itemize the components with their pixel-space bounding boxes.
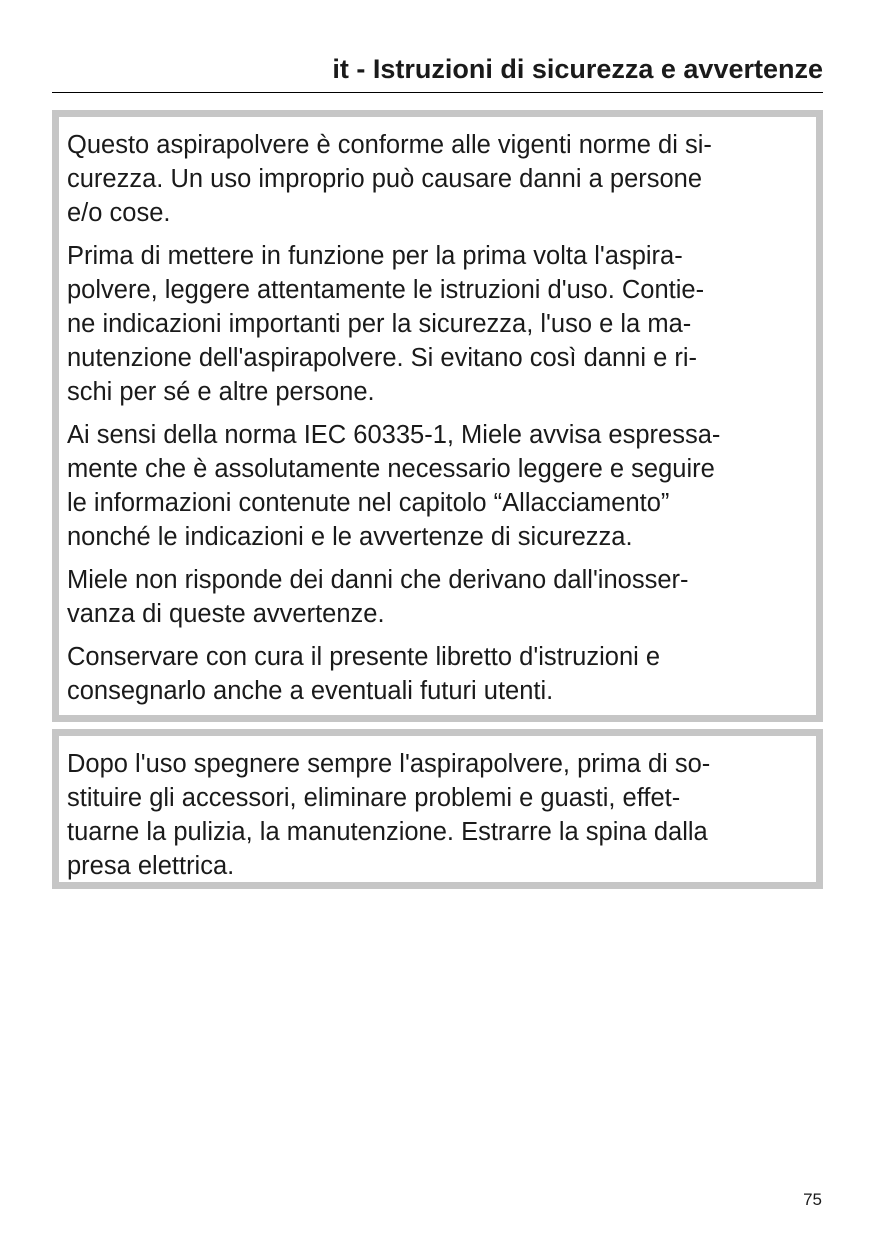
text-line: le informazioni contenute nel capitolo “Allacciamento” <box>67 489 670 517</box>
text-line: stituire gli accessori, eliminare problemi e guasti, effet- <box>67 784 681 812</box>
paragraph-liability <box>67 563 808 631</box>
text-line: nonché le indicazioni e le avvertenze di sicurezza. <box>67 523 633 551</box>
text-line: e/o cose. <box>67 199 171 227</box>
text-line: presa elettrica. <box>67 852 235 880</box>
text-line: Questo aspirapolvere è conforme alle vigenti norme di si- <box>67 131 712 159</box>
text-line: polvere, leggere attentamente le istruzioni d'uso. Contie- <box>67 276 705 304</box>
text-line: ne indicazioni importanti per la sicurezza, l'uso e la ma- <box>67 310 692 338</box>
text-line: tuarne la pulizia, la manutenzione. Estrarre la spina dalla <box>67 818 708 846</box>
switch-off-notice-box <box>52 729 823 889</box>
text-line: consegnarlo anche a eventuali futuri utenti. <box>67 677 554 705</box>
page-title: it - Istruzioni di sicurezza e avvertenze <box>332 54 823 84</box>
safety-notice-box <box>52 110 823 722</box>
text-line: schi per sé e altre persone. <box>67 378 375 406</box>
paragraph-iec-norm <box>67 418 808 554</box>
text-line: vanza di queste avvertenze. <box>67 600 385 628</box>
paragraph-switch-off <box>67 747 808 883</box>
text-line: Dopo l'uso spegnere sempre l'aspirapolvere, prima di so- <box>67 750 711 778</box>
text-line: Ai sensi della norma IEC 60335-1, Miele avvisa espressa- <box>67 421 721 449</box>
paragraph-keep-booklet <box>67 640 808 708</box>
text-line: Miele non risponde dei danni che derivano dall'inosser- <box>67 566 689 594</box>
page-number: 75 <box>803 1190 822 1209</box>
text-line: Conservare con cura il presente libretto d'istruzioni e <box>67 643 661 671</box>
text-line: nutenzione dell'aspirapolvere. Si evitano così danni e ri- <box>67 344 697 372</box>
paragraph-conformity <box>67 128 808 230</box>
text-line: mente che è assolutamente necessario leggere e seguire <box>67 455 715 483</box>
text-line: curezza. Un uso improprio può causare danni a persone <box>67 165 703 193</box>
paragraph-read-instructions <box>67 239 808 409</box>
header-divider <box>52 92 823 93</box>
text-line: Prima di mettere in funzione per la prima volta l'aspira- <box>67 242 683 270</box>
